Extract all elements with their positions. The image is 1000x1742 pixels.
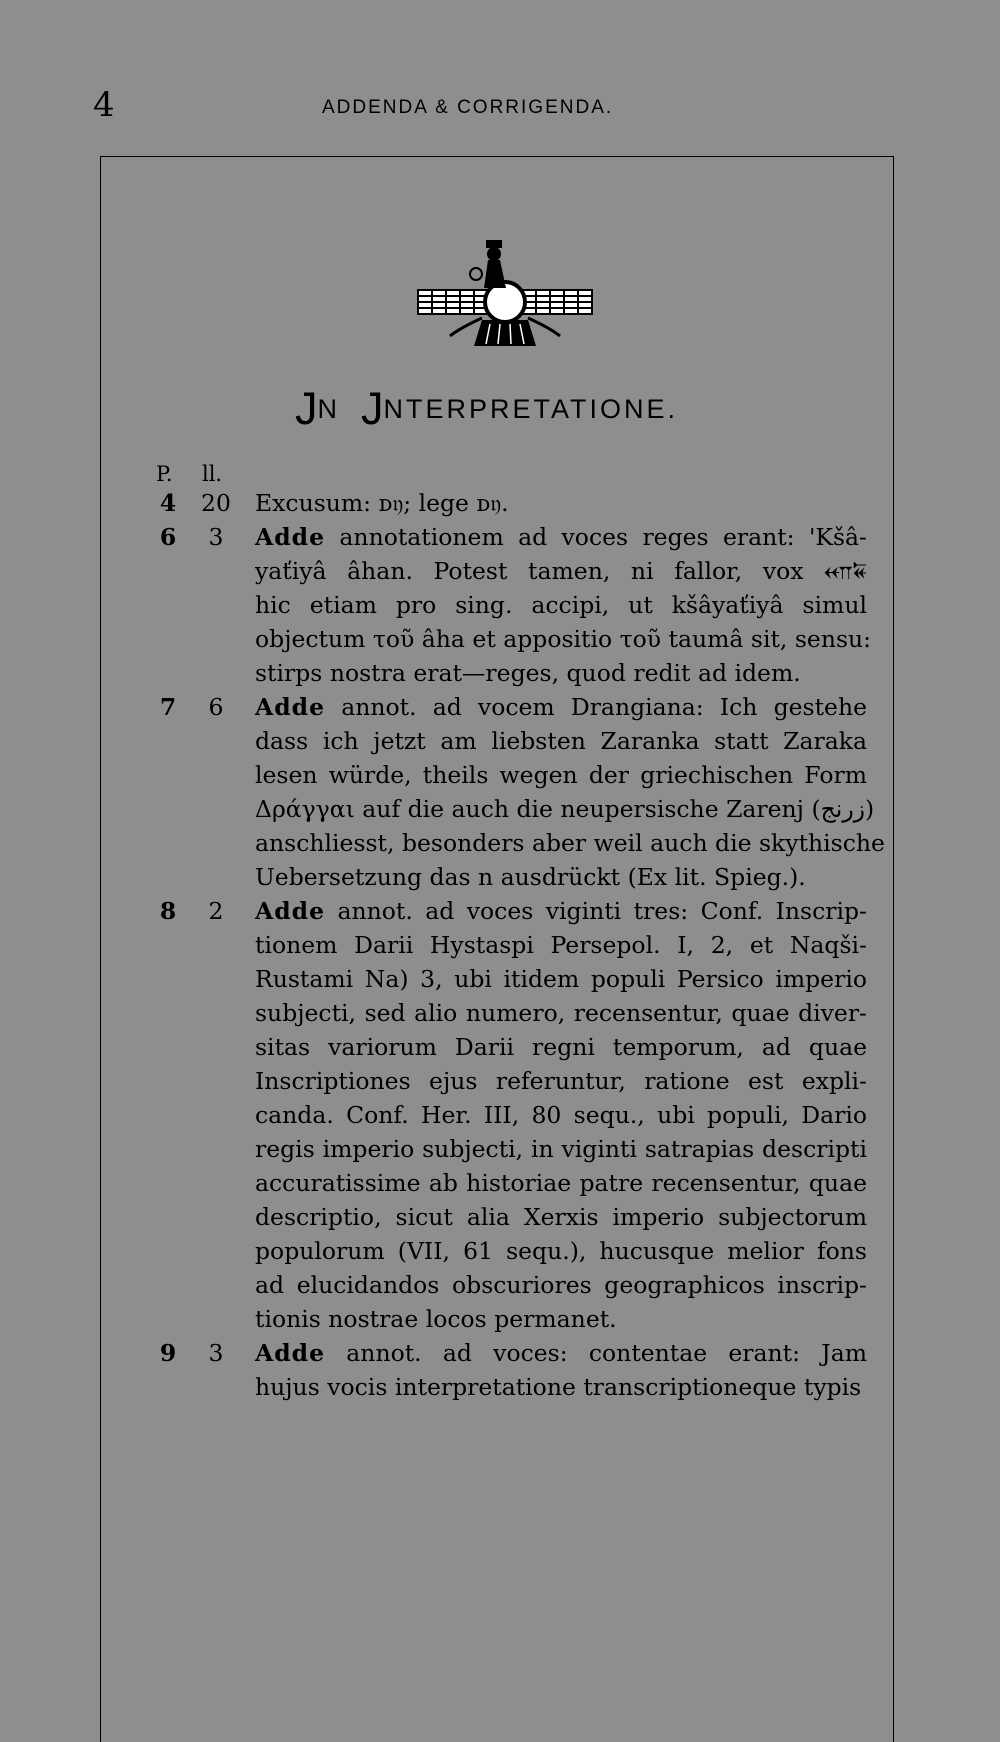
entry-line (0, 826, 1000, 860)
entry-line (0, 588, 1000, 622)
entry-line (0, 656, 1000, 690)
entry-line (0, 1132, 1000, 1166)
entry-line (0, 1336, 1000, 1370)
entry-text: dass ich jetzt am liebsten Zaranka statt Zaraka (255, 727, 867, 755)
adde-keyword: Adde (255, 523, 326, 551)
entry-line (0, 996, 1000, 1030)
entry-text: Excusum: ᴅ𝔶; lege ᴅ𝔶. (255, 489, 509, 517)
column-header-page: P. (156, 462, 173, 486)
entry-text: regis imperio subjecti, in viginti satrapias descripti (255, 1135, 867, 1163)
entry-line-number: 20 (201, 489, 231, 517)
entry-line-number: 3 (208, 523, 224, 551)
entry-text: yaťiyâ âhan. Potest tamen, ni fallor, vox 𐎧𐏁 (255, 557, 867, 585)
title-word-1: N (317, 394, 340, 424)
entry-line (0, 1268, 1000, 1302)
entry-text: tionem Darii Hystaspi Persepol. I, 2, et Naqši- (255, 931, 867, 959)
entry-text: ad elucidandos obscuriores geographicos inscrip- (255, 1271, 867, 1299)
entry-line-number: 6 (208, 693, 224, 721)
entry-text: Adde annot. ad voces: contentae erant: Jam (255, 1339, 867, 1367)
adde-keyword: Adde (255, 1339, 326, 1367)
faravahar-emblem-icon (410, 232, 600, 352)
entry-line-number: 2 (208, 897, 224, 925)
entry-text: Adde annot. ad voces viginti tres: Conf. Inscrip- (255, 897, 867, 925)
entry-line (0, 690, 1000, 724)
corrigenda-entry (0, 894, 1000, 1336)
entry-text: sitas variorum Darii regni temporum, ad quae (255, 1033, 867, 1061)
entry-text: hujus vocis interpretatione transcriptioneque typis (255, 1373, 862, 1401)
entry-text: Inscriptiones ejus referuntur, ratione est expli- (255, 1067, 867, 1095)
entry-text: Uebersetzung das n ausdrückt (Ex lit. Spieg.). (255, 863, 806, 891)
title-initial-2: J (361, 383, 384, 434)
entry-line (0, 1370, 1000, 1404)
running-title: ADDENDA & CORRIGENDA. (322, 97, 614, 118)
page-number: 4 (93, 85, 115, 125)
column-header-line: ll. (202, 462, 223, 486)
entry-line (0, 1166, 1000, 1200)
corrigenda-entry (0, 1336, 1000, 1404)
entry-line (0, 724, 1000, 758)
section-title (295, 384, 735, 434)
corrigenda-entry (0, 520, 1000, 690)
entry-line (0, 1234, 1000, 1268)
entry-page-number: 8 (159, 897, 177, 925)
entry-page-number: 9 (159, 1339, 177, 1367)
entry-line (0, 486, 1000, 520)
entry-line (0, 1200, 1000, 1234)
entry-text: subjecti, sed alio numero, recensentur, quae diver- (255, 999, 867, 1027)
entry-page-number: 6 (159, 523, 177, 551)
corrigenda-list (0, 486, 1000, 1404)
entry-text: Adde annotationem ad voces reges erant: 'Kšâ- (255, 523, 867, 551)
entry-page-number: 4 (159, 489, 177, 517)
entry-line (0, 1030, 1000, 1064)
entry-line (0, 1064, 1000, 1098)
entry-line (0, 792, 1000, 826)
entry-text: canda. Conf. Her. III, 80 sequ., ubi populi, Dario (255, 1101, 867, 1129)
entry-text: Adde annot. ad vocem Drangiana: Ich gestehe (255, 693, 867, 721)
adde-keyword: Adde (255, 897, 326, 925)
entry-text: lesen würde, theils wegen der griechischen Form (255, 761, 867, 789)
entry-line (0, 758, 1000, 792)
entry-text: accuratissime ab historiae patre recensentur, quae (255, 1169, 867, 1197)
entry-text: Rustami Na) 3, ubi itidem populi Persico imperio (255, 965, 867, 993)
entry-line (0, 860, 1000, 894)
entry-line (0, 554, 1000, 588)
title-initial-1: J (295, 383, 318, 434)
entry-text: hic etiam pro sing. accipi, ut kšâyaťiyâ simul (255, 591, 867, 619)
entry-line (0, 520, 1000, 554)
entry-line (0, 928, 1000, 962)
adde-keyword: Adde (255, 693, 326, 721)
entry-line (0, 622, 1000, 656)
entry-line (0, 1098, 1000, 1132)
entry-text: descriptio, sicut alia Xerxis imperio subjectorum (255, 1203, 867, 1231)
entry-line-number: 3 (208, 1339, 224, 1367)
entry-text: Δράγγαι auf die auch die neupersische Zarenj (زرنج) (255, 795, 875, 823)
entry-line (0, 894, 1000, 928)
entry-page-number: 7 (159, 693, 177, 721)
corrigenda-entry (0, 690, 1000, 894)
corrigenda-entry (0, 486, 1000, 520)
entry-text: populorum (VII, 61 sequ.), hucusque melior fons (255, 1237, 867, 1265)
entry-text: anschliesst, besonders aber weil auch die skythische (255, 829, 885, 857)
title-word-2: NTERPRETATIONE. (383, 394, 679, 424)
entry-line (0, 962, 1000, 996)
entry-line (0, 1302, 1000, 1336)
entry-text: stirps nostra erat—reges, quod redit ad idem. (255, 659, 801, 687)
entry-text: tionis nostrae locos permanet. (255, 1305, 617, 1333)
entry-text: objectum τοῦ âha et appositio τοῦ taumâ sit, sensu: (255, 625, 872, 653)
